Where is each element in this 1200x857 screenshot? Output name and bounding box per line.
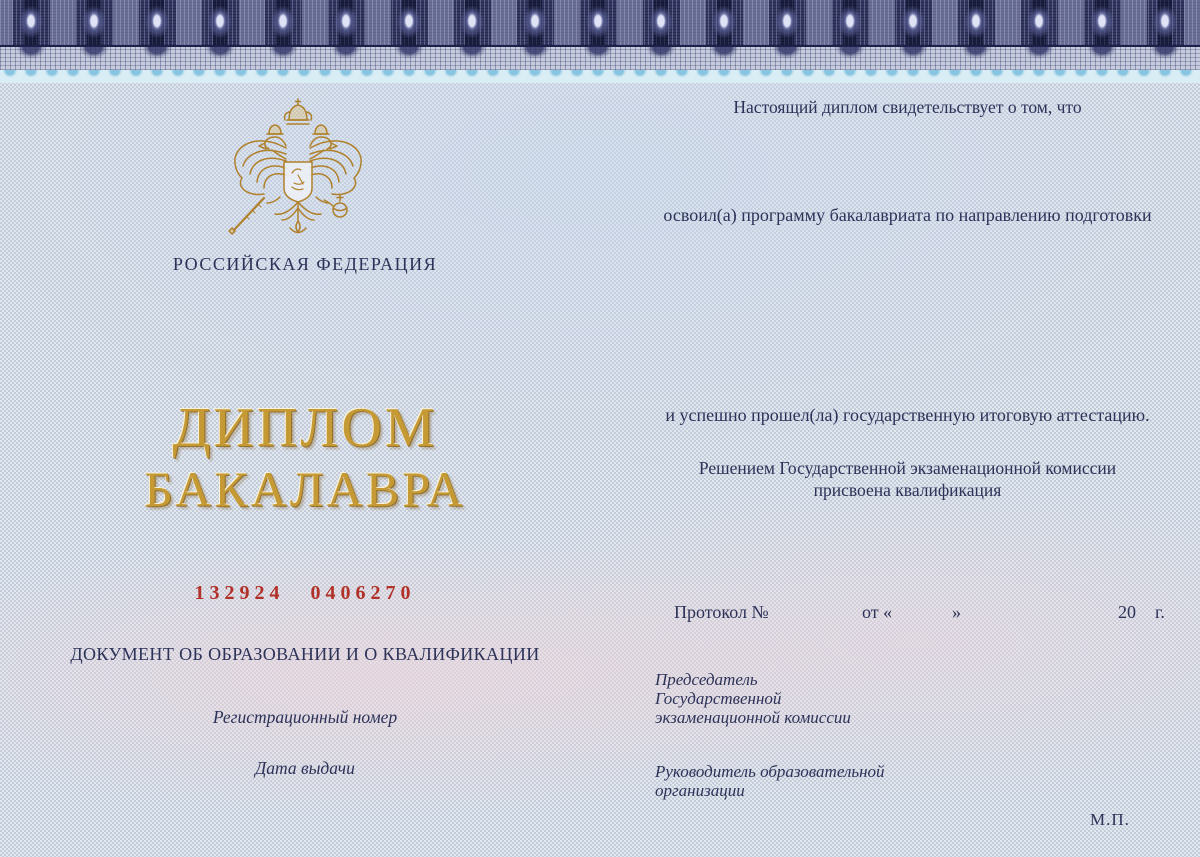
issue-date-label: Дата выдачи <box>255 758 355 778</box>
seal-place-label: М.П. <box>1090 810 1130 829</box>
head-of-organization-signature-label <box>655 762 885 800</box>
commission-decision-line2: присвоена квалификация <box>813 480 1002 500</box>
left-page <box>50 0 560 857</box>
document-statement: ДОКУМЕНТ ОБ ОБРАЗОВАНИИ И О КВАЛИФИКАЦИИ <box>70 644 540 664</box>
certify-statement: Настоящий диплом свидетельствует о том, что <box>733 97 1082 117</box>
commission-decision-line1: Решением Государственной экзаменационной комиссии <box>698 458 1117 478</box>
serial-number: 132924 0406270 <box>194 582 416 604</box>
head-org-line1: Руководитель образовательной <box>655 762 885 781</box>
country-title: РОССИЙСКАЯ ФЕДЕРАЦИЯ <box>172 254 438 274</box>
chairman-line3: экзаменационной комиссии <box>655 708 851 727</box>
chairman-line1: Председатель <box>655 670 758 689</box>
chairman-signature-label <box>655 670 851 727</box>
chairman-line2: Государственной <box>655 689 782 708</box>
diploma-title-word: ДИПЛОМ <box>172 397 438 459</box>
protocol-date-close-quote: » <box>952 602 961 622</box>
registration-number-label: Регистрационный номер <box>212 707 398 727</box>
head-org-line2: организации <box>655 781 745 800</box>
protocol-year-prefix: 20 <box>1118 602 1136 622</box>
protocol-year-suffix: г. <box>1155 602 1165 622</box>
protocol-date-from-label: от « <box>862 602 893 622</box>
commission-decision <box>615 457 1200 501</box>
right-page <box>615 0 1200 857</box>
diploma-degree-word: БАКАЛАВРА <box>144 461 466 517</box>
attestation-statement: и успешно прошел(ла) государственную итоговую аттестацию. <box>665 405 1150 425</box>
protocol-number-label: Протокол № <box>674 602 769 622</box>
program-statement: освоил(а) программу бакалавриата по направлению подготовки <box>663 205 1152 225</box>
